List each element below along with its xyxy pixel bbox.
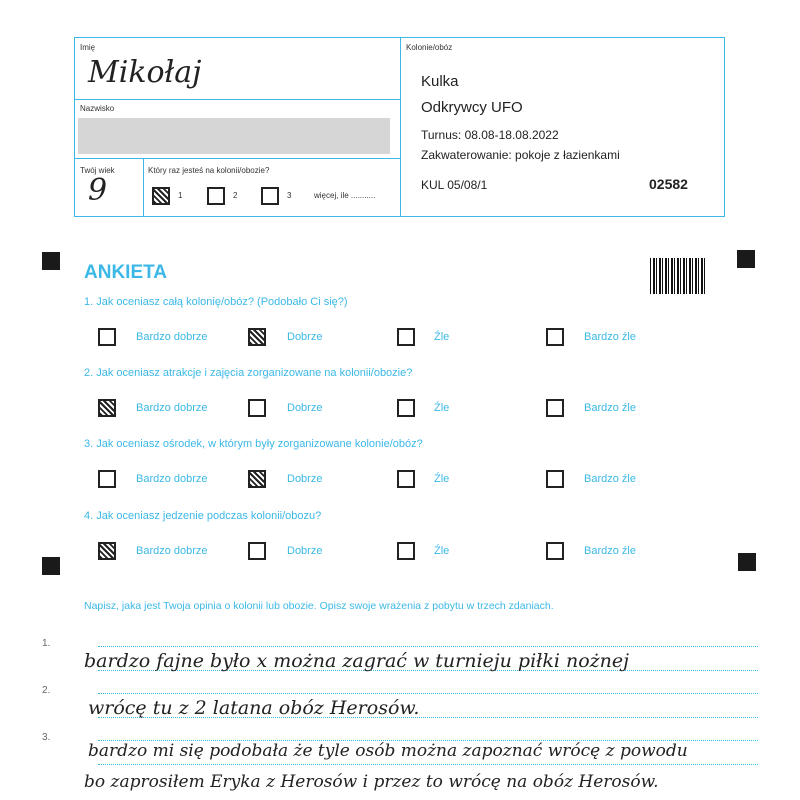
question-1-checkbox-3[interactable] — [397, 328, 415, 346]
question-4-option-label: Źle — [434, 545, 450, 557]
place-name: Kulka — [421, 73, 459, 90]
question-3-checkbox-2[interactable] — [248, 470, 266, 488]
question-3-option-label: Dobrze — [287, 473, 323, 485]
question-3-checkbox-1[interactable] — [98, 470, 116, 488]
turnus: Turnus: 08.08-18.08.2022 — [421, 128, 559, 142]
question-4-option-label: Bardzo źle — [584, 545, 636, 557]
question-2-checkbox-2[interactable] — [248, 399, 266, 417]
redacted-surname — [78, 118, 390, 154]
question-1-option-label: Dobrze — [287, 331, 323, 343]
imie-value: Mikołaj — [88, 55, 202, 90]
visit-option-3: 3 — [287, 191, 292, 200]
handwritten-line-3: bardzo mi się podobała że tyle osób można zapoznać wrócę z powodu — [88, 741, 688, 761]
question-3-option-label: Źle — [434, 473, 450, 485]
question-4-text: 4. Jak oceniasz jedzenie podczas kolonii/obozu? — [84, 510, 322, 522]
question-1-checkbox-2[interactable] — [248, 328, 266, 346]
visit-more: więcej, ile ........... — [314, 191, 376, 200]
handwritten-line-2: wrócę tu z 2 latana obóz Herosów. — [88, 697, 420, 719]
writing-line — [98, 646, 758, 647]
question-2-text: 2. Jak oceniasz atrakcje i zajęcia zorganizowane na kolonii/obozie? — [84, 367, 413, 379]
question-1-option-label: Bardzo dobrze — [136, 331, 208, 343]
imie-label: Imię — [80, 43, 96, 52]
registration-mark — [42, 252, 60, 270]
question-3-text: 3. Jak oceniasz ośrodek, w którym były zorganizowane kolonie/obóz? — [84, 438, 423, 450]
question-4-checkbox-1[interactable] — [98, 542, 116, 560]
handwritten-line-4: bo zaprosiłem Eryka z Herosów i przez to wrócę na obóz Herosów. — [84, 772, 659, 792]
visit-checkbox-2[interactable] — [207, 187, 225, 205]
question-4-option-label: Bardzo dobrze — [136, 545, 208, 557]
question-1-text: 1. Jak oceniasz całą kolonię/obóz? (Podobało Ci się?) — [84, 296, 348, 308]
question-3-option-label: Bardzo źle — [584, 473, 636, 485]
question-1-checkbox-4[interactable] — [546, 328, 564, 346]
visit-option-1: 1 — [178, 191, 183, 200]
kolonia-label: Kolonie/obóz — [406, 43, 453, 52]
zakwaterowanie: Zakwaterowanie: pokoje z łazienkami — [421, 148, 620, 162]
wiek-value: 9 — [88, 173, 108, 208]
question-2-checkbox-4[interactable] — [546, 399, 564, 417]
question-4-checkbox-3[interactable] — [397, 542, 415, 560]
question-3-option-label: Bardzo dobrze — [136, 473, 208, 485]
ktory-raz-label: Który raz jesteś na kolonii/obozie? — [148, 166, 270, 175]
question-2-checkbox-1[interactable] — [98, 399, 116, 417]
registration-mark — [42, 557, 60, 575]
line-number: 1. — [42, 638, 51, 649]
visit-option-2: 2 — [233, 191, 238, 200]
camp-code: KUL 05/08/1 — [421, 178, 488, 192]
opinion-prompt: Napisz, jaka jest Twoja opinia o kolonii lub obozie. Opisz swoje wrażenia z pobytu w trzech zdaniach. — [84, 600, 554, 612]
writing-line — [98, 693, 758, 694]
form-number: 02582 — [649, 176, 688, 192]
line-number: 2. — [42, 685, 51, 696]
question-2-option-label: Dobrze — [287, 402, 323, 414]
question-2-checkbox-3[interactable] — [397, 399, 415, 417]
program-name: Odkrywcy UFO — [421, 99, 523, 116]
question-3-checkbox-4[interactable] — [546, 470, 564, 488]
line-number: 3. — [42, 732, 51, 743]
question-3-checkbox-3[interactable] — [397, 470, 415, 488]
writing-line — [98, 764, 758, 765]
registration-mark — [738, 553, 756, 571]
question-2-option-label: Bardzo dobrze — [136, 402, 208, 414]
question-1-option-label: Bardzo źle — [584, 331, 636, 343]
question-1-checkbox-1[interactable] — [98, 328, 116, 346]
question-2-option-label: Źle — [434, 402, 450, 414]
question-2-option-label: Bardzo źle — [584, 402, 636, 414]
question-1-option-label: Źle — [434, 331, 450, 343]
handwritten-line-1: bardzo fajne było x można zagrać w turnieju piłki nożnej — [84, 650, 630, 672]
nazwisko-label: Nazwisko — [80, 104, 115, 113]
question-4-checkbox-2[interactable] — [248, 542, 266, 560]
visit-checkbox-1[interactable] — [152, 187, 170, 205]
question-4-option-label: Dobrze — [287, 545, 323, 557]
question-4-checkbox-4[interactable] — [546, 542, 564, 560]
visit-checkbox-3[interactable] — [261, 187, 279, 205]
survey-title: ANKIETA — [84, 262, 168, 283]
registration-mark — [737, 250, 755, 268]
wiek-label: Twój wiek — [80, 166, 115, 175]
barcode — [650, 258, 705, 294]
